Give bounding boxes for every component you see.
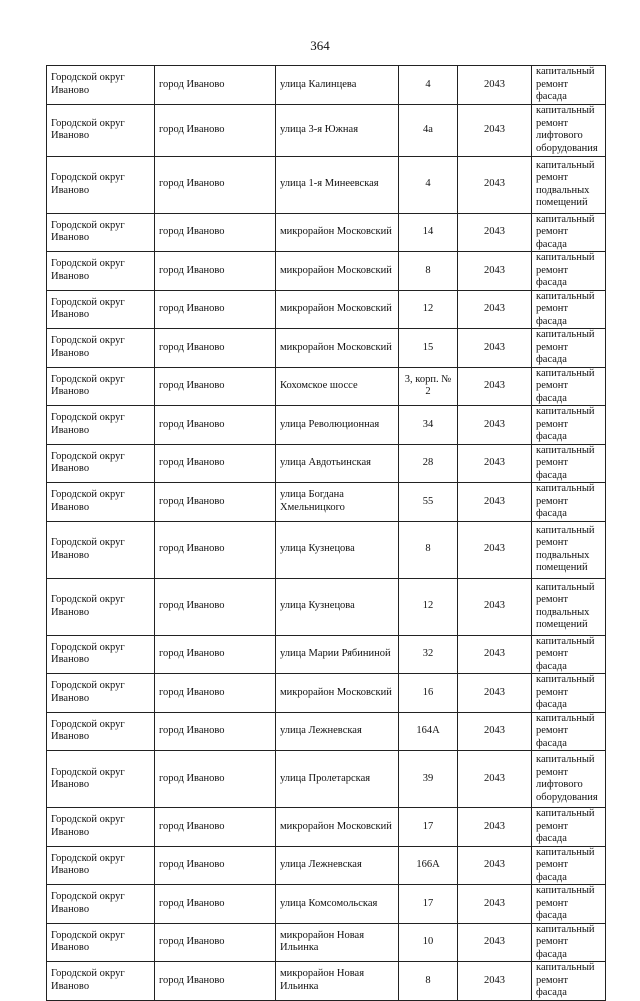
work-type-cell: капитальный ремонт фасада [532,252,606,291]
street-cell: улица Комсомольская [276,885,399,924]
work-type-cell: капитальный ремонт фасада [532,808,606,847]
table-row [47,213,606,252]
house-number-cell: 55 [399,483,458,522]
year-cell: 2043 [458,252,532,291]
table-row [47,444,606,483]
year-cell: 2043 [458,156,532,213]
settlement-cell: город Иваново [155,962,276,1001]
year-cell: 2043 [458,444,532,483]
work-type-cell: капитальный ремонт фасада [532,635,606,674]
table-row [47,674,606,713]
work-type-cell: капитальный ремонт фасада [532,406,606,445]
table-row [47,66,606,105]
settlement-cell: город Иваново [155,521,276,578]
street-cell: улица Пролетарская [276,751,399,808]
municipality-cell: Городской округ Иваново [47,635,155,674]
street-cell: улица Кузнецова [276,578,399,635]
street-cell: микрорайон Московский [276,808,399,847]
street-cell: микрорайон Новая Ильинка [276,962,399,1001]
table-row [47,367,606,406]
municipality-cell: Городской округ Иваново [47,751,155,808]
settlement-cell: город Иваново [155,808,276,847]
street-cell: улица 1-я Минеевская [276,156,399,213]
table-row [47,962,606,1001]
table-row [47,751,606,808]
municipality-cell: Городской округ Иваново [47,578,155,635]
table-row [47,483,606,522]
work-type-cell: капитальный ремонт фасада [532,923,606,962]
settlement-cell: город Иваново [155,252,276,291]
work-type-cell: капитальный ремонт лифтового оборудования [532,104,606,156]
work-type-cell: капитальный ремонт фасада [532,213,606,252]
year-cell: 2043 [458,923,532,962]
settlement-cell: город Иваново [155,578,276,635]
work-type-cell: капитальный ремонт фасада [532,367,606,406]
work-type-cell: капитальный ремонт фасада [532,962,606,1001]
municipality-cell: Городской округ Иваново [47,923,155,962]
house-number-cell: 15 [399,329,458,368]
street-cell: улица Калинцева [276,66,399,105]
municipality-cell: Городской округ Иваново [47,808,155,847]
year-cell: 2043 [458,712,532,751]
municipality-cell: Городской округ Иваново [47,406,155,445]
settlement-cell: город Иваново [155,885,276,924]
settlement-cell: город Иваново [155,712,276,751]
street-cell: Кохомское шоссе [276,367,399,406]
table-row [47,329,606,368]
page-number: 364 [310,38,330,53]
settlement-cell: город Иваново [155,406,276,445]
house-number-cell: 17 [399,808,458,847]
house-number-cell: 32 [399,635,458,674]
street-cell: микрорайон Новая Ильинка [276,923,399,962]
year-cell: 2043 [458,367,532,406]
table-row [47,578,606,635]
work-type-cell: капитальный ремонт лифтового оборудования [532,751,606,808]
table-row [47,252,606,291]
table-row [47,846,606,885]
year-cell: 2043 [458,329,532,368]
settlement-cell: город Иваново [155,751,276,808]
work-type-cell: капитальный ремонт подвальных помещений [532,521,606,578]
municipality-cell: Городской округ Иваново [47,444,155,483]
street-cell: микрорайон Московский [276,674,399,713]
municipality-cell: Городской округ Иваново [47,885,155,924]
year-cell: 2043 [458,521,532,578]
year-cell: 2043 [458,578,532,635]
table-row [47,104,606,156]
house-number-cell: 4 [399,156,458,213]
work-type-cell: капитальный ремонт фасада [532,674,606,713]
table-row [47,923,606,962]
year-cell: 2043 [458,885,532,924]
street-cell: улица Лежневская [276,712,399,751]
settlement-cell: город Иваново [155,329,276,368]
settlement-cell: город Иваново [155,104,276,156]
municipality-cell: Городской округ Иваново [47,213,155,252]
work-type-cell: капитальный ремонт фасада [532,483,606,522]
repair-schedule-table [46,65,606,1001]
year-cell: 2043 [458,213,532,252]
house-number-cell: 164А [399,712,458,751]
municipality-cell: Городской округ Иваново [47,674,155,713]
year-cell: 2043 [458,808,532,847]
municipality-cell: Городской округ Иваново [47,521,155,578]
municipality-cell: Городской округ Иваново [47,66,155,105]
year-cell: 2043 [458,406,532,445]
house-number-cell: 8 [399,962,458,1001]
municipality-cell: Городской округ Иваново [47,156,155,213]
street-cell: микрорайон Московский [276,329,399,368]
street-cell: улица 3-я Южная [276,104,399,156]
settlement-cell: город Иваново [155,290,276,329]
house-number-cell: 12 [399,290,458,329]
year-cell: 2043 [458,290,532,329]
work-type-cell: капитальный ремонт фасада [532,846,606,885]
house-number-cell: 14 [399,213,458,252]
work-type-cell: капитальный ремонт подвальных помещений [532,156,606,213]
house-number-cell: 8 [399,521,458,578]
settlement-cell: город Иваново [155,66,276,105]
work-type-cell: капитальный ремонт фасада [532,290,606,329]
settlement-cell: город Иваново [155,674,276,713]
year-cell: 2043 [458,962,532,1001]
year-cell: 2043 [458,674,532,713]
year-cell: 2043 [458,483,532,522]
work-type-cell: капитальный ремонт фасада [532,885,606,924]
street-cell: улица Богдана Хмельницкого [276,483,399,522]
table-row [47,808,606,847]
house-number-cell: 17 [399,885,458,924]
year-cell: 2043 [458,846,532,885]
house-number-cell: 4а [399,104,458,156]
street-cell: улица Марии Рябининой [276,635,399,674]
work-type-cell: капитальный ремонт фасада [532,444,606,483]
house-number-cell: 28 [399,444,458,483]
municipality-cell: Городской округ Иваново [47,962,155,1001]
street-cell: микрорайон Московский [276,252,399,291]
table-row [47,885,606,924]
municipality-cell: Городской округ Иваново [47,329,155,368]
settlement-cell: город Иваново [155,444,276,483]
year-cell: 2043 [458,751,532,808]
work-type-cell: капитальный ремонт фасада [532,329,606,368]
municipality-cell: Городской округ Иваново [47,483,155,522]
settlement-cell: город Иваново [155,635,276,674]
house-number-cell: 39 [399,751,458,808]
municipality-cell: Городской округ Иваново [47,846,155,885]
table-row [47,521,606,578]
house-number-cell: 34 [399,406,458,445]
street-cell: улица Революционная [276,406,399,445]
municipality-cell: Городской округ Иваново [47,367,155,406]
table-row [47,406,606,445]
street-cell: улица Кузнецова [276,521,399,578]
municipality-cell: Городской округ Иваново [47,290,155,329]
year-cell: 2043 [458,66,532,105]
table-row [47,290,606,329]
table-row [47,635,606,674]
settlement-cell: город Иваново [155,846,276,885]
municipality-cell: Городской округ Иваново [47,252,155,291]
street-cell: улица Лежневская [276,846,399,885]
year-cell: 2043 [458,635,532,674]
work-type-cell: капитальный ремонт подвальных помещений [532,578,606,635]
municipality-cell: Городской округ Иваново [47,104,155,156]
street-cell: микрорайон Московский [276,290,399,329]
municipality-cell: Городской округ Иваново [47,712,155,751]
settlement-cell: город Иваново [155,156,276,213]
table-row [47,712,606,751]
street-cell: улица Авдотьинская [276,444,399,483]
house-number-cell: 4 [399,66,458,105]
work-type-cell: капитальный ремонт фасада [532,712,606,751]
year-cell: 2043 [458,104,532,156]
street-cell: микрорайон Московский [276,213,399,252]
settlement-cell: город Иваново [155,923,276,962]
house-number-cell: 3, корп. № 2 [399,367,458,406]
settlement-cell: город Иваново [155,213,276,252]
house-number-cell: 10 [399,923,458,962]
table-row [47,156,606,213]
work-type-cell: капитальный ремонт фасада [532,66,606,105]
house-number-cell: 166А [399,846,458,885]
house-number-cell: 16 [399,674,458,713]
settlement-cell: город Иваново [155,483,276,522]
house-number-cell: 12 [399,578,458,635]
house-number-cell: 8 [399,252,458,291]
settlement-cell: город Иваново [155,367,276,406]
